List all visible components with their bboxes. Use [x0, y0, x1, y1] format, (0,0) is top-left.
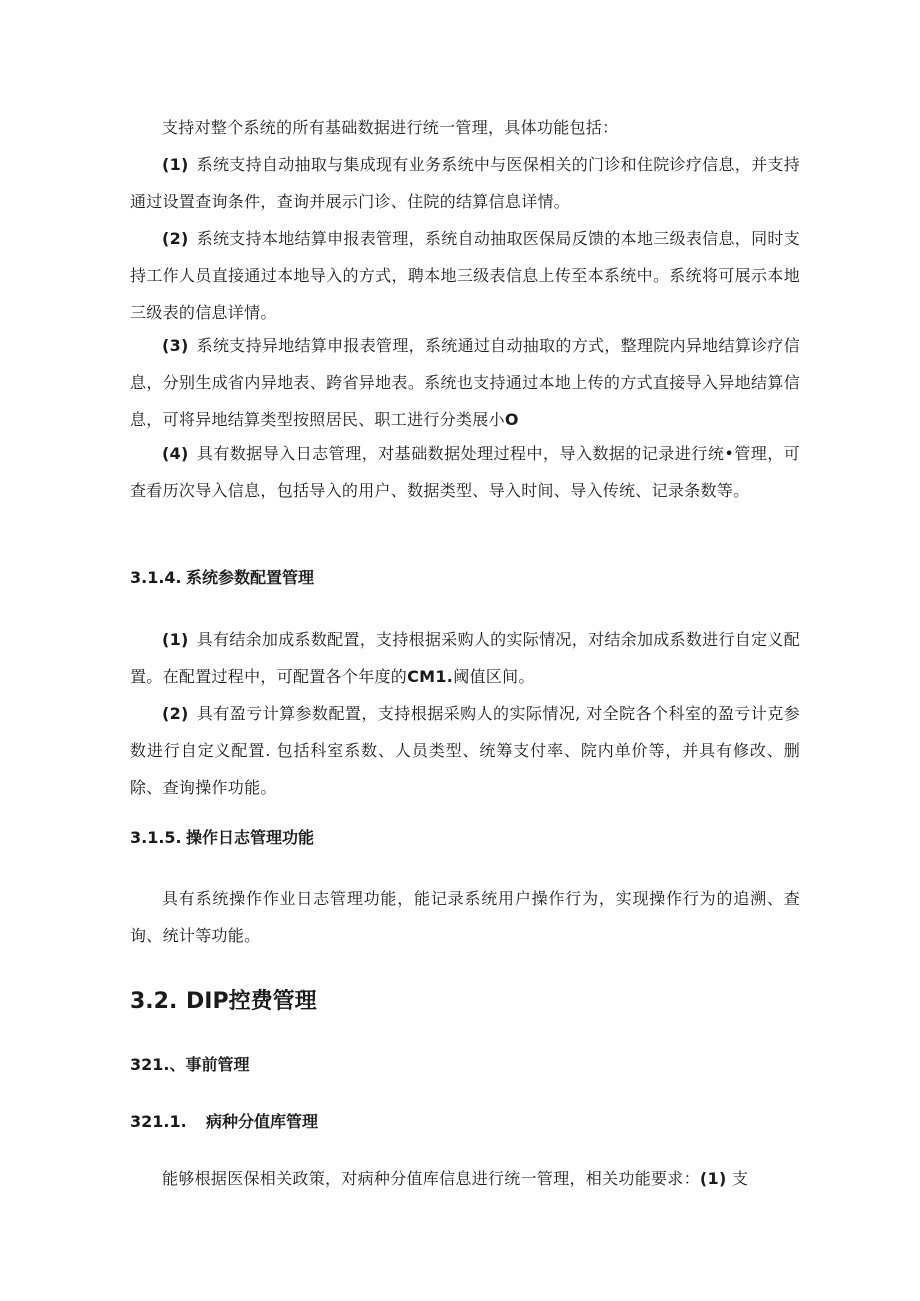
section-number: 321.: [130, 1055, 170, 1074]
disease-score-paragraph: [130, 1160, 800, 1197]
section-title: DIP控费管理: [186, 989, 317, 1014]
basic-item-2: [130, 220, 800, 331]
item-text: 系统支持自动抽取与集成现有业务系统中与医保相关的门诊和住院诊疗信息，并支持通过设置查询条件，查询并展示门诊、住院的结算信息详情。: [130, 155, 800, 211]
section-number: 3.2.: [130, 989, 178, 1014]
section-number: 321.1.: [130, 1112, 187, 1131]
item-number: (2): [162, 704, 189, 723]
item-bold-code: CM1.: [407, 667, 454, 686]
log-paragraph: [130, 880, 800, 954]
section-number: 3.1.4.: [130, 568, 182, 587]
param-item-1: [130, 621, 800, 695]
item-tail: O: [504, 410, 519, 429]
section-heading-315: [130, 826, 314, 850]
item-text: 系统支持异地结算申报表管理，系统通过自动抽取的方式，整理院内异地结算诊疗信息，分别生成省内异地表、跨省异地表。系统也支持通过本地上传的方式直接导入异地结算信息，可将异地结算类型按照居民、职工进行分类展小: [130, 336, 800, 429]
item-text: 系统支持本地结算申报表管理，系统自动抽取医保局反馈的本地三级表信息，同时支持工作人员直接通过本地导入的方式，聘本地三级表信息上传至本系统中。系统将可展示本地三级表的信息详情。: [130, 229, 800, 322]
section-title: 、事前管理: [169, 1055, 250, 1074]
section-heading-3211: [130, 1110, 318, 1134]
item-number: (1): [162, 155, 189, 174]
log-text: 具有系统操作作业日志管理功能，能记录系统用户操作行为，实现操作行为的追溯、查询、统计等功能。: [130, 889, 800, 945]
basic-item-1: [130, 146, 800, 220]
item-number: (3): [162, 336, 189, 355]
item-text-after: 阈值区间。: [453, 667, 535, 686]
item-number: (4): [162, 444, 189, 463]
section-title: 操作日志管理功能: [186, 828, 315, 847]
item-number: (2): [162, 229, 189, 248]
section-heading-32: [130, 987, 317, 1017]
intro-text: 支持对整个系统的所有基础数据进行统一管理，具体功能包括：: [162, 118, 619, 137]
basic-item-4: [130, 435, 800, 509]
item-text: 具有结余加成系数配置，支持根据采购人的实际情况，对结余加成系数进行自定义配置。在配置过程中，可配置各个年度的: [130, 630, 800, 686]
section-number: 3.1.5.: [130, 828, 182, 847]
item-text: 具有盈亏计算参数配置，支持根据采购人的实际情况, 对全院各个科室的盈亏计克参数进行自定义配置. 包括科室系数、人员类型、统筹支付率、院内单价等，并具有修改、删除、查询操作功能。: [130, 704, 800, 797]
intro-paragraph: [130, 109, 800, 146]
section-heading-321: [130, 1053, 250, 1077]
section-title: 系统参数配置管理: [186, 568, 315, 587]
section-title: 病种分值库管理: [206, 1112, 319, 1131]
basic-item-3: [130, 327, 800, 438]
section-heading-314: [130, 566, 314, 590]
paragraph-text-after: 支: [726, 1169, 749, 1188]
item-text: 具有数据导入日志管理，对基础数据处理过程中，导入数据的记录进行统•管理，可查看历次导入信息，包括导入的用户、数据类型、导入时间、导入传统、记录条数等。: [130, 444, 800, 500]
paragraph-text: 能够根据医保相关政策，对病种分值库信息进行统一管理，相关功能要求：: [162, 1169, 700, 1188]
item-number: (1): [162, 630, 189, 649]
param-item-2: [130, 695, 800, 806]
item-number: (1): [699, 1169, 727, 1188]
